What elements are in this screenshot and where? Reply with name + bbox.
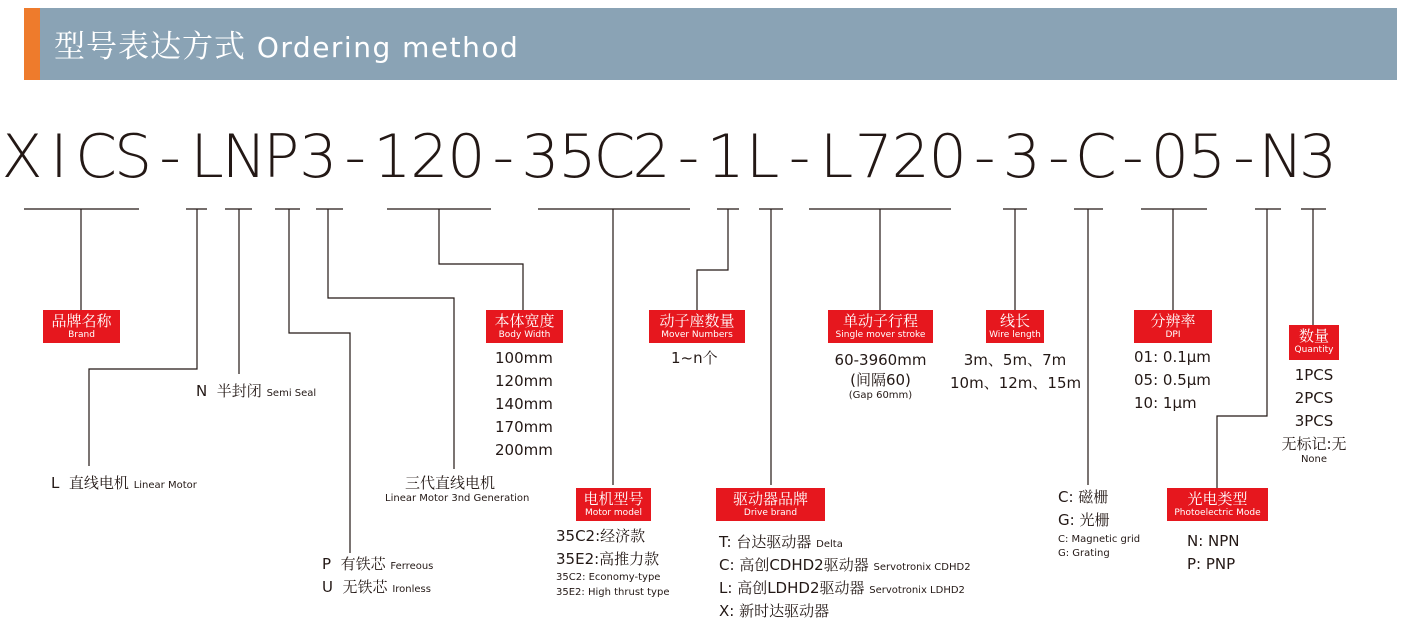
code-char: - bbox=[973, 122, 996, 192]
tag-quantity: 数量 Quantity bbox=[1289, 325, 1339, 360]
motor-model-note: 35E2: High thrust type bbox=[556, 587, 670, 598]
tag-brand: 品牌名称 Brand bbox=[43, 310, 120, 343]
wire-length-line: 10m、12m、15m bbox=[950, 374, 1082, 392]
code-char: 1 bbox=[373, 122, 412, 192]
code-char: L bbox=[190, 122, 224, 192]
scale-option-c: C: 磁栅 bbox=[1058, 488, 1109, 506]
dpi-option: 01: 0.1μm bbox=[1134, 348, 1211, 366]
tag-stroke: 单动子行程 Single mover stroke bbox=[828, 310, 933, 343]
quantity-none-note: None bbox=[1300, 454, 1328, 465]
stroke-range: 60-3960mm bbox=[834, 351, 927, 369]
code-char: N bbox=[1258, 122, 1304, 192]
core-option-u: U 无铁芯 Ironless bbox=[322, 578, 431, 596]
mover-numbers-range: 1~n个 bbox=[671, 349, 718, 367]
code-char: 1 bbox=[706, 122, 745, 192]
code-char: 0 bbox=[928, 122, 967, 192]
code-char: - bbox=[788, 122, 811, 192]
code-char: 2 bbox=[632, 122, 671, 192]
code-char: I bbox=[50, 122, 68, 192]
body-width-option: 170mm bbox=[495, 418, 553, 436]
scale-note-c: C: Magnetic grid bbox=[1058, 534, 1141, 545]
code-char: C bbox=[75, 122, 117, 192]
code-char: L bbox=[819, 122, 854, 192]
code-char: 3 bbox=[1298, 122, 1338, 192]
tag-wire-length: 线长 Wire length bbox=[986, 310, 1044, 343]
stroke-gap-en: (Gap 60mm) bbox=[848, 390, 913, 401]
code-char: N bbox=[221, 122, 267, 192]
quantity-option: 1PCS bbox=[1294, 366, 1334, 384]
body-width-option: 120mm bbox=[495, 372, 553, 390]
tag-photoelectric: 光电类型 Photoelectric Mode bbox=[1167, 488, 1268, 521]
code-char: - bbox=[492, 122, 515, 192]
dpi-option: 10: 1μm bbox=[1134, 394, 1197, 412]
drive-brand-option: L: 高创LDHD2驱动器 Servotronix LDHD2 bbox=[719, 579, 965, 597]
motor-option: L 直线电机 Linear Motor bbox=[51, 474, 197, 492]
code-char: 0 bbox=[1150, 122, 1189, 192]
quantity-option: 3PCS bbox=[1294, 412, 1334, 430]
code-char: L bbox=[745, 122, 780, 192]
code-char: X bbox=[1, 122, 43, 192]
drive-brand-option: X: 新时达驱动器 bbox=[719, 602, 830, 620]
code-char: - bbox=[1233, 122, 1255, 192]
code-char: 2 bbox=[891, 122, 930, 192]
code-char: C bbox=[1074, 122, 1117, 192]
generation-en: Linear Motor 3nd Generation bbox=[385, 493, 530, 504]
motor-model-note: 35C2: Economy-type bbox=[556, 572, 661, 583]
motor-model-option: 35E2:高推力款 bbox=[556, 550, 660, 568]
generation-cn: 三代直线电机 bbox=[405, 474, 496, 492]
body-width-option: 100mm bbox=[495, 349, 553, 367]
page-title-en: Ordering method bbox=[256, 31, 520, 64]
code-char: - bbox=[677, 122, 700, 192]
page-title-cn: 型号表达方式 bbox=[54, 29, 246, 65]
code-char: 5 bbox=[558, 122, 597, 192]
photoelectric-option: N: NPN bbox=[1187, 532, 1240, 550]
quantity-option: 无标记:无 bbox=[1281, 435, 1347, 453]
code-char: 3 bbox=[1002, 122, 1041, 192]
tag-body-width: 本体宽度 Body Width bbox=[486, 310, 563, 343]
code-char: S bbox=[114, 122, 153, 192]
code-char: - bbox=[159, 122, 181, 192]
code-char: 3 bbox=[521, 122, 560, 192]
code-char: - bbox=[344, 122, 367, 192]
code-char: - bbox=[1122, 122, 1144, 192]
code-char: 3 bbox=[299, 122, 338, 192]
code-char: - bbox=[1047, 122, 1070, 192]
motor-model-option: 35C2:经济款 bbox=[556, 527, 646, 545]
body-width-option: 140mm bbox=[495, 395, 553, 413]
scale-note-g: G: Grating bbox=[1058, 548, 1110, 559]
tag-mover-numbers: 动子座数量 Mover Numbers bbox=[649, 310, 745, 343]
core-option-p: P 有铁芯 Ferreous bbox=[322, 555, 434, 573]
tag-dpi: 分辨率 DPI bbox=[1134, 310, 1212, 343]
body-width-option: 200mm bbox=[495, 441, 553, 459]
tag-drive-brand: 驱动器品牌 Drive brand bbox=[716, 488, 825, 521]
code-char: 2 bbox=[410, 122, 449, 192]
quantity-option: 2PCS bbox=[1294, 389, 1334, 407]
stroke-gap-cn: (间隔60) bbox=[850, 371, 911, 389]
code-char: 5 bbox=[1187, 122, 1226, 192]
code-char: 0 bbox=[447, 122, 486, 192]
wire-length-line: 3m、5m、7m bbox=[963, 351, 1067, 369]
drive-brand-option: T: 台达驱动器 Delta bbox=[719, 533, 843, 551]
scale-option-g: G: 光栅 bbox=[1058, 511, 1110, 529]
code-char: P bbox=[263, 122, 300, 192]
drive-brand-option: C: 高创CDHD2驱动器 Servotronix CDHD2 bbox=[719, 556, 971, 574]
seal-option: N 半封闭 Semi Seal bbox=[196, 382, 317, 400]
tag-motor-model: 电机型号 Motor model bbox=[576, 488, 651, 521]
dpi-option: 05: 0.5μm bbox=[1134, 371, 1211, 389]
code-char: C bbox=[593, 122, 636, 192]
code-char: 7 bbox=[854, 122, 893, 192]
photoelectric-option: P: PNP bbox=[1187, 555, 1236, 573]
